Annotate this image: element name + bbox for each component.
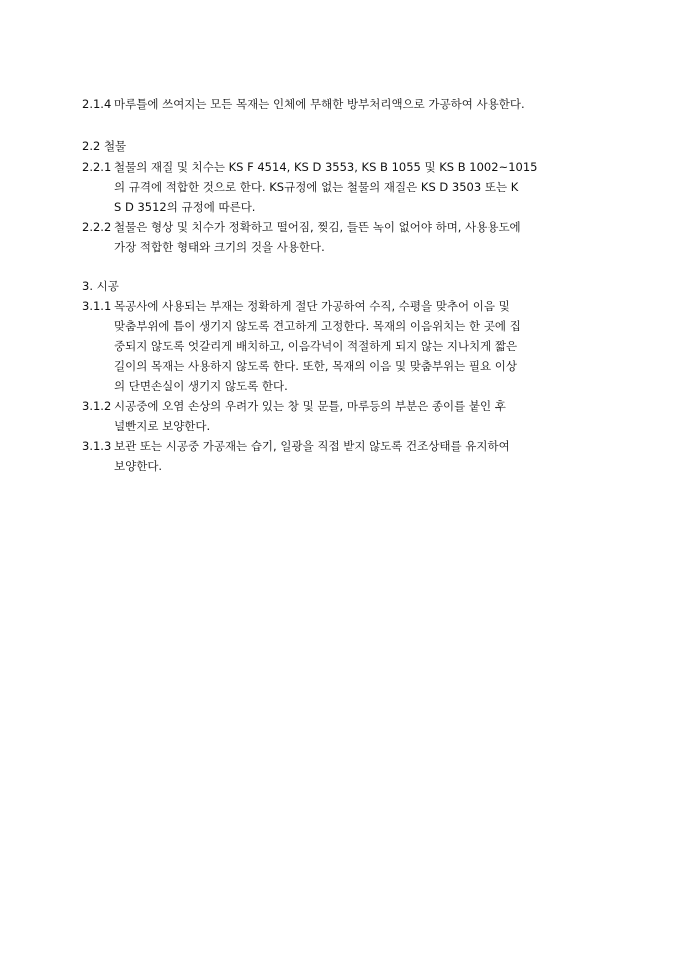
- clause-3-1-1-line-1: 목공사에 사용되는 부재는 정확하게 절단 가공하여 수직, 수평을 맞추어 이음 및: [114, 299, 510, 313]
- clause-2-1-4-line-1: 마루틀에 쓰여지는 모든 목재는 인체에 무해한 방부처리액으로 가공하여 사용한다.: [114, 97, 525, 111]
- clause-2-2-1-line-2: 의 규격에 적합한 것으로 한다. KS규정에 없는 철물의 재질은 KS D 3503 또는 K: [114, 180, 519, 194]
- clause-2-1-4-number: 2.1.4: [82, 97, 112, 111]
- clause-3-1-2-line-1: 시공중에 오염 손상의 우려가 있는 창 및 문틀, 마루등의 부분은 종이를 붙인 후: [114, 399, 506, 413]
- clause-3-1-1-line-2: 맞춤부위에 틈이 생기지 않도록 견고하게 고정한다. 목재의 이음위치는 한 곳에 집: [114, 319, 521, 333]
- section-3-heading: 3. 시공: [82, 279, 119, 293]
- clause-3-1-2-number: 3.1.2: [82, 399, 112, 413]
- clause-3-1-3-number: 3.1.3: [82, 439, 112, 453]
- clause-3-1-1-line-3: 중되지 않도록 엇갈리게 배치하고, 이음각넉이 적절하게 되지 않는 지나치게 짧은: [114, 339, 518, 353]
- clause-3-1-3-line-2: 보양한다.: [114, 459, 163, 473]
- clause-2-2-1-number: 2.2.1: [82, 160, 112, 174]
- clause-2-2-1-line-1: 철물의 재질 및 치수는 KS F 4514, KS D 3553, KS B 1055 및 KS B 1002~1015: [114, 160, 538, 174]
- clause-3-1-1-line-5: 의 단면손실이 생기지 않도록 한다.: [114, 379, 288, 393]
- section-2-2-heading: 2.2 철물: [82, 139, 127, 153]
- clause-2-2-2-line-1: 철물은 형상 및 치수가 정확하고 떨어짐, 찢김, 들뜬 녹이 없어야 하며, 사용용도에: [114, 220, 521, 234]
- clause-3-1-1-number: 3.1.1: [82, 299, 112, 313]
- clause-2-2-2-line-2: 가장 적합한 형태와 크기의 것을 사용한다.: [114, 240, 325, 254]
- clause-3-1-2-line-2: 널빤지로 보양한다.: [114, 419, 211, 433]
- clause-2-2-2-number: 2.2.2: [82, 220, 112, 234]
- clause-2-2-1-line-3: S D 3512의 규정에 따른다.: [114, 200, 256, 214]
- clause-3-1-1-line-4: 길이의 목재는 사용하지 않도록 한다. 또한, 목재의 이음 및 맞춤부위는 필요 이상: [114, 359, 518, 373]
- clause-3-1-3-line-1: 보관 또는 시공중 가공재는 습기, 일광을 직접 받지 않도록 건조상태를 유지하여: [114, 439, 510, 453]
